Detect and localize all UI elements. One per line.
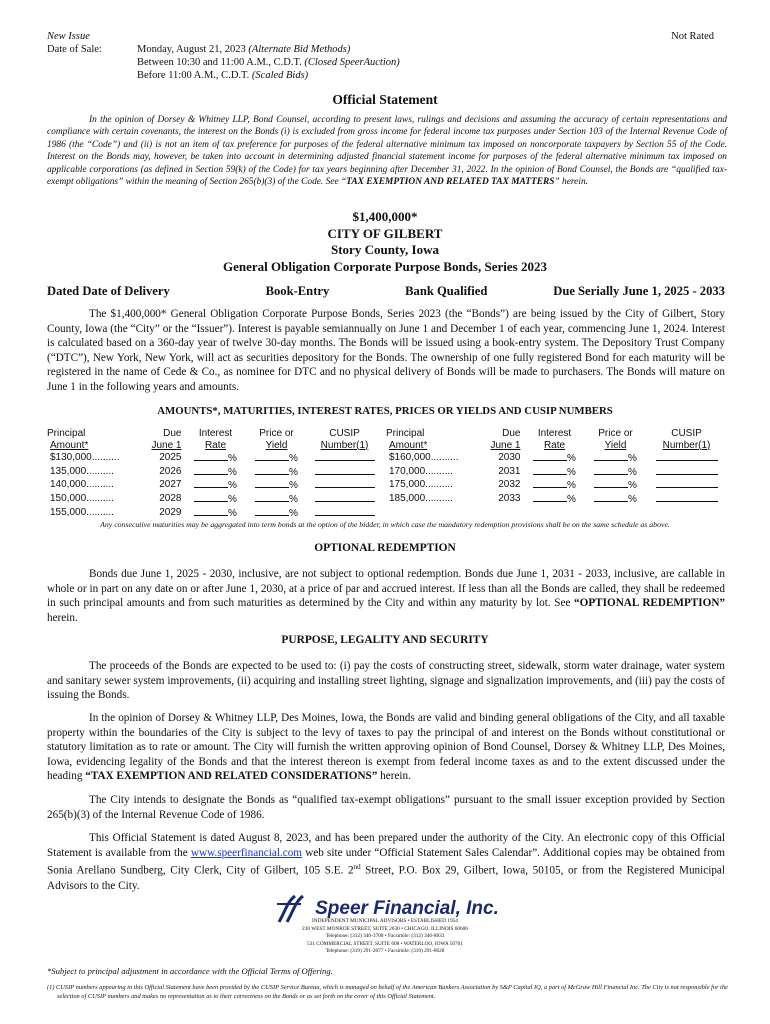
price-yield-blank[interactable]: % [585, 465, 647, 479]
sale-line-3: Before 11:00 A.M., C.D.T. (Scaled Bids) [137, 70, 309, 81]
maturity-row [386, 451, 727, 465]
principal-amount: $160,000.......... [389, 452, 459, 464]
footnote-cusip: (1) CUSIP numbers appearing in this Official Statement have been provided by the CUSIP Service Bureau, which is managed on behalf of the American Bankers Association by S&P Capital IQ, a part of McGraw Hill Financial Inc. The City is not responsible for the selection of CUSIP numbers and makes no representation as to their correctness on the Bonds or as set forth on the cover of this Official Statement. [47, 984, 728, 1001]
interest-rate-blank[interactable]: % [525, 451, 585, 465]
interest-rate-blank[interactable]: % [186, 492, 246, 506]
header-row-top [47, 428, 382, 440]
cusip-blank[interactable] [308, 506, 382, 520]
cusip-blank[interactable] [308, 451, 382, 465]
footnote-principal: *Subject to principal adjustment in accordance with the Official Terms of Offering. [47, 966, 333, 976]
principal-amount: $130,000.......... [50, 452, 120, 464]
due-year: 2029 [159, 506, 182, 518]
header-row-bottom: Amount* June 1 Rate Yield Number(1) [389, 439, 711, 451]
maturity-row [47, 506, 382, 520]
interest-rate-blank[interactable]: % [525, 478, 585, 492]
col-interest: Interest [198, 428, 233, 439]
interest-rate-blank[interactable]: % [186, 506, 246, 520]
new-issue-label: New Issue [47, 31, 90, 42]
issue-block [0, 209, 770, 275]
principal-amount: 170,000.......... [389, 465, 453, 477]
sale-line-1: Monday, August 21, 2023 (Alternate Bid Methods) [137, 44, 351, 55]
due-year: 2033 [498, 492, 521, 504]
optional-redemption-text: Bonds due June 1, 2025 - 2030, inclusive, are not subject to optional redemption. Bonds due June 1, 2031 - 2033, inclusive, are callable in whole or in part on any date on or after June 1, 2030, at a price of par and accrued interest. If less than all the Bonds are called, they shall be redeemed in such principal amounts and from such maturities as determined by the City and within any maturity by lot. See “OPTIONAL REDEMPTION” herein. [47, 568, 725, 624]
price-yield-blank[interactable]: % [246, 492, 308, 506]
header-row-bottom: Amount* June 1 Rate Yield Number(1) [50, 439, 369, 451]
due-year: 2028 [159, 492, 182, 504]
cusip-blank[interactable] [647, 465, 727, 479]
price-yield-blank[interactable]: % [585, 451, 647, 465]
optional-redemption-heading: OPTIONAL REDEMPTION [314, 542, 456, 554]
speer-logo-name: Speer Financial, Inc. [315, 898, 499, 919]
maturities-note: Any consecutive maturities may be aggregated into term bonds at the option of the bidder, in which case the mandatory redemption provisions shall be on the same schedule as above. [100, 520, 670, 529]
cusip-blank[interactable] [308, 478, 382, 492]
interest-rate-blank[interactable]: % [186, 478, 246, 492]
due-year: 2032 [498, 479, 521, 491]
due-year: 2031 [498, 465, 521, 477]
purpose-paragraph-1: The proceeds of the Bonds are expected to be used to: (i) pay the costs of constructing street, sidewalk, storm water drainage, water system and sanitary sewer system improvements, (ii) acquiring and installing street lighting, signage and signalization improvements, and (iii) pay the costs of issuing the Bonds. [47, 660, 725, 702]
cusip-blank[interactable] [308, 492, 382, 506]
interest-rate-blank[interactable]: % [186, 465, 246, 479]
col-price: Price or [259, 428, 294, 439]
issuer-county: Story County, Iowa [331, 242, 439, 257]
principal-amount: 175,000.......... [389, 479, 453, 491]
speer-website-link[interactable]: www.speerfinancial.com [190, 846, 303, 859]
maturity-row [47, 492, 382, 506]
principal-amount: 155,000.......... [50, 506, 114, 518]
maturity-row [47, 465, 382, 479]
principal-amount: 140,000.......... [50, 479, 114, 491]
price-yield-blank[interactable]: % [585, 492, 647, 506]
col-principal: Principal [47, 428, 86, 439]
col-due: Due [163, 428, 182, 439]
bond-series: General Obligation Corporate Purpose Bonds, Series 2023 [223, 258, 547, 274]
sale-line-2: Between 10:30 and 11:00 A.M., C.D.T. (Closed SpeerAuction) [137, 57, 400, 68]
cusip-blank[interactable] [647, 451, 727, 465]
sale-schedule [137, 43, 400, 82]
price-yield-blank[interactable]: % [246, 465, 308, 479]
not-rated-label: Not Rated [671, 31, 714, 42]
due-year: 2027 [159, 479, 182, 491]
date-of-sale-label: Date of Sale: [47, 44, 102, 55]
price-yield-blank[interactable]: % [246, 451, 308, 465]
dated-date: Dated Date of Delivery [47, 284, 170, 298]
due-year: 2025 [159, 452, 182, 464]
interest-rate-blank[interactable]: % [186, 451, 246, 465]
cusip-blank[interactable] [647, 478, 727, 492]
official-statement-paragraph: This Official Statement is dated August 8, 2023, and has been prepared under the authority of the City. An electronic copy of this Official Statement is available from the www.speerfinancial.com web site under “Official Statement Sales Calendar”. Additional copies may be obtained from Sonia Arellano Sundberg, City Clerk, City of Gilbert, 105 S.E. 2nd Street, P.O. Box 29, Gilbert, Iowa, 50105, or from the Registered Municipal Advisors to the City. [47, 832, 725, 892]
maturity-row [386, 478, 727, 492]
intro-paragraph: The $1,400,000* General Obligation Corporate Purpose Bonds, Series 2023 (the “Bonds”) are being issued by the City of Gilbert, Story County, Iowa (the “City” or the “Issuer”). Interest is payable semiannually on June 1 and December 1 of each year, commencing June 1, 2024. Interest is calculated based on a 360-day year of twelve 30-day months. The Bonds will be issued using a book-entry system. The Depository Trust Company (“DTC”), New York, New York, will act as securities depository for the Bonds. The ownership of one fully registered Bond for each maturity will be registered in the name of Cede & Co., as nominee for DTC and no physical delivery of Bonds will be made to purchasers. The Bonds will mature on June 1 in the following years and amounts. [47, 308, 725, 393]
purpose-heading: PURPOSE, LEGALITY AND SECURITY [281, 634, 489, 646]
price-yield-blank[interactable]: % [246, 478, 308, 492]
maturity-row [386, 492, 727, 506]
principal-amount: 135,000.......... [50, 465, 114, 477]
header-row-top: Principal Due Interest Price or CUSIP [386, 428, 702, 439]
legality-paragraph: In the opinion of Dorsey & Whitney LLP, Des Moines, Iowa, the Bonds are valid and binding general obligations of the City, and all taxable property within the boundaries of the City is subject to the levy of taxes to pay the principal of and interest on the Bonds without constitutional or statutory limitation as to rate or amount. The City will furnish the written approving opinion of Bond Counsel, Dorsey & Whitney LLP, Des Moines, Iowa, evidencing legality of the Bonds and that the interest thereon is exempt from federal income taxes as and to the extent discussed under the heading “TAX EXEMPTION AND RELATED CONSIDERATIONS” herein. [47, 712, 725, 783]
maturity-row [47, 451, 382, 465]
bond-terms-row [47, 284, 725, 299]
interest-rate-blank[interactable]: % [525, 492, 585, 506]
cusip-blank[interactable] [647, 492, 727, 506]
principal-amount: 150,000.......... [50, 492, 114, 504]
cusip-blank[interactable] [308, 465, 382, 479]
tax-opinion: In the opinion of Dorsey & Whitney LLP, Bond Counsel, according to present laws, rulings and decisions and assuming the accuracy of certain representations and compliance with certain covenants, the interest on the Bonds (i) is excluded from gross income for federal income tax purposes under Section 103 of the Internal Revenue Code of 1986 (the “Code”) and (ii) is not an item of tax preference for purposes of the federal alternative minimum tax imposed on noncorporate taxpayers by Section 55 of the Code. Interest on the Bonds may, however, be taken into account in determining adjusted financial statement income for purposes of the federal alternative minimum tax imposed on applicable corporations (as defined in Section 59(k) of the Code) for tax years beginning after December 31, 2022. In the opinion of Bond Counsel, the Bonds are “qualified tax-exempt obligations” within the meaning of Section 265(b)(3) of the Code. See “TAX EXEMPTION AND RELATED TAX MATTERS” herein. [47, 115, 727, 188]
issuer-name: CITY OF GILBERT [327, 225, 443, 241]
principal-amount: 185,000.......... [389, 492, 453, 504]
price-yield-blank[interactable]: % [585, 478, 647, 492]
price-yield-blank[interactable]: % [246, 506, 308, 520]
due-serially: Due Serially June 1, 2025 - 2033 [553, 284, 725, 298]
speer-address-block: INDEPENDENT MUNICIPAL ADVISORS • ESTABLISHED 1954 230 WEST MONROE STREET, SUITE 2630 • CHICAGO, ILLINOIS 60606 Telephone: (312) 346-3700 • Facsimile: (312) 346-8833 531 COMMERCIAL STREET, SUITE 608 • WATERLOO, IOWA 50701 Telephone: (319) 291-2077 • Facsimile: (319) 291-8628 [302, 918, 468, 955]
document-title: Official Statement [332, 92, 438, 107]
maturity-row [386, 465, 727, 479]
maturities-left-table [47, 428, 382, 519]
issue-amount: $1,400,000* [352, 209, 418, 224]
due-year: 2026 [159, 465, 182, 477]
interest-rate-blank[interactable]: % [525, 465, 585, 479]
col-cusip: CUSIP [329, 428, 360, 439]
maturities-heading: AMOUNTS*, MATURITIES, INTEREST RATES, PRICES OR YIELDS AND CUSIP NUMBERS [157, 405, 613, 417]
tax-exempt-paragraph: The City intends to designate the Bonds as “qualified tax-exempt obligations” pursuant to the small issuer exception provided by Section 265(b)(3) of the Internal Revenue Code of 1986. [47, 794, 725, 821]
maturity-row [47, 478, 382, 492]
bank-qualified: Bank Qualified [405, 284, 488, 298]
due-year: 2030 [498, 452, 521, 464]
book-entry: Book-Entry [265, 284, 330, 298]
maturities-right-table [386, 428, 727, 506]
